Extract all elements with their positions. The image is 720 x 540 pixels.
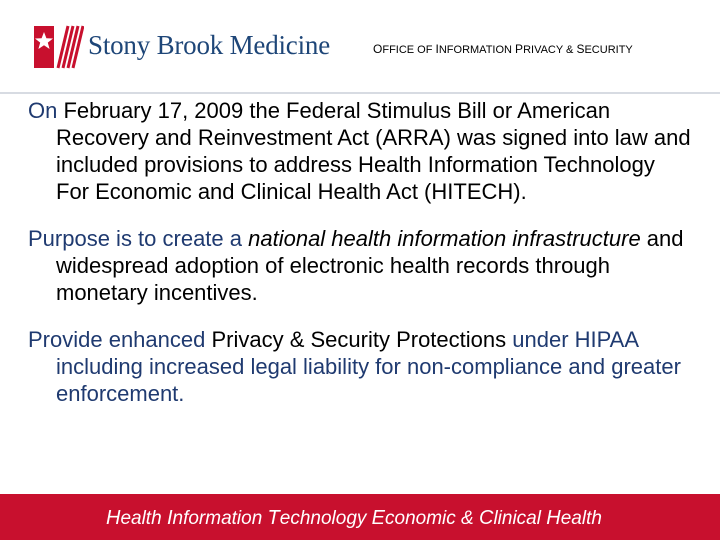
- header-divider: [0, 92, 720, 94]
- footer-title: Health Information Technology Economic & Clinical Health: [106, 507, 602, 529]
- slide-header: [0, 0, 720, 92]
- star-flag-icon: [30, 22, 84, 72]
- footer-banner: [0, 494, 720, 540]
- paragraph-hitech-signed: On February 17, 2009 the Federal Stimulus Bill or American Recovery and Reinvestment Act (ARRA) was signed into law and included provisions to address Health Information Technology For Economic and Clinical Health Act (HITECH).: [28, 98, 691, 204]
- logo-wordmark: Stony Brook Medicine: [88, 30, 330, 60]
- slide-body: [28, 97, 693, 427]
- paragraph-purpose: Purpose is to create a national health information infrastructure and widespread adoption of electronic health records through monetary incentives.: [28, 226, 684, 305]
- paragraph-privacy-security: Provide enhanced Privacy & Security Protections under HIPAA including increased legal liability for non-compliance and greater enforcement.: [28, 327, 681, 406]
- office-title: OFFICE OF INFORMATION PRIVACY & SECURITY: [373, 42, 633, 56]
- stony-brook-medicine-logo: [30, 22, 360, 72]
